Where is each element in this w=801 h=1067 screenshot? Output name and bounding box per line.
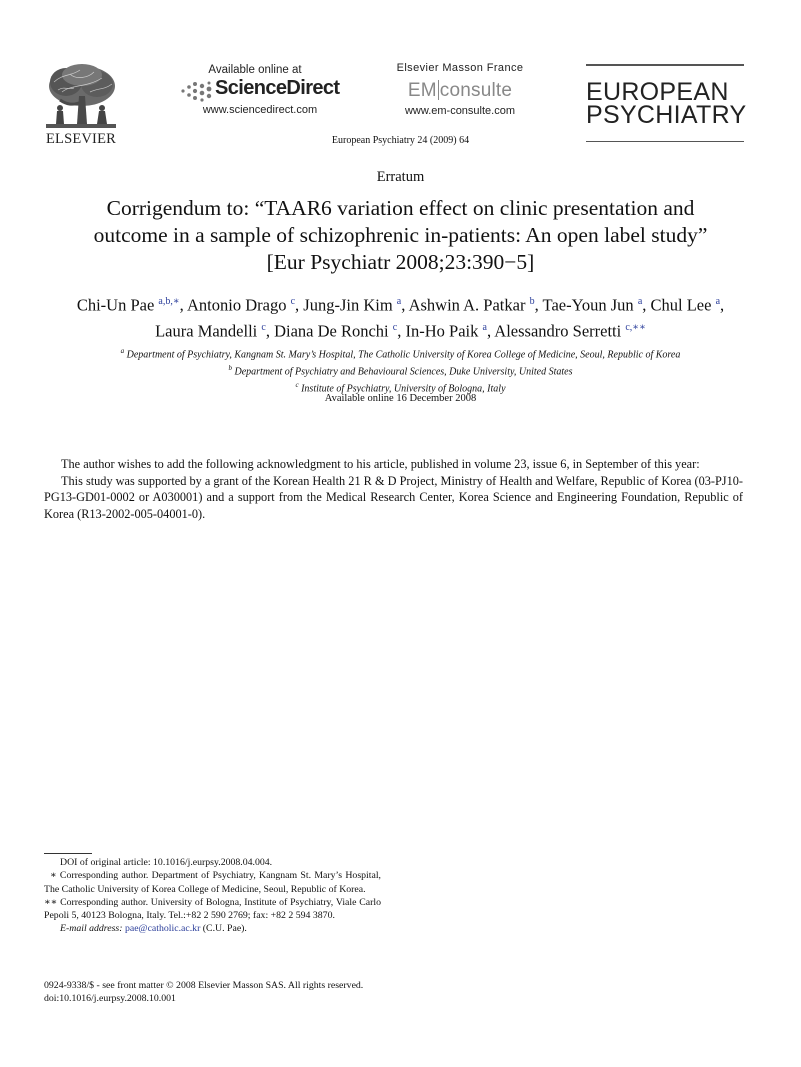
email-suffix: (C.U. Pae).	[202, 923, 247, 935]
em-consulte-logo	[385, 80, 535, 102]
title-line-3: [Eur Psychiatr 2008;23:390−5]	[266, 250, 535, 274]
available-online-date: Available online 16 December 2008	[324, 393, 477, 404]
author-name: Chi-Un Pae	[76, 295, 155, 315]
author-affiliation-marker[interactable]: a	[715, 296, 721, 307]
sciencedirect-name: ScienceDirect	[215, 77, 340, 99]
journal-logo-line1: EUROPEAN	[586, 77, 729, 106]
author-name: Tae-Youn Jun	[542, 295, 634, 315]
body-paragraph: This study was supported by a grant of the Korean Health 21 R & D Project, Ministry of Health and Welfare, Republic of Korea (03-PJ10-PG13-GD01-0002 or A030001) and a support from the Medical Research Center, Korea Science and Engineering Foundation, Republic of Korea (R13-2002-005-04001-0).	[44, 473, 743, 521]
body-paragraph: The author wishes to add the following acknowledgment to his article, published in volume 23, issue 6, in September of this year:	[61, 457, 700, 471]
author-separator: ,	[486, 321, 495, 340]
footnotes	[44, 856, 381, 936]
journal-logo-line2: PSYCHIATRY	[586, 100, 747, 129]
affiliation-text: Institute of Psychiatry, University of Bologna, Italy	[301, 382, 506, 394]
sciencedirect-logo	[175, 77, 340, 103]
logo-bottom-rule	[586, 141, 744, 143]
article-doi[interactable]: doi:10.1016/j.eurpsy.2008.10.001	[44, 993, 176, 1005]
article-title	[40, 195, 761, 276]
author-name: Jung-Jin Kim	[303, 295, 393, 315]
author-separator: ,	[265, 321, 275, 340]
author-separator: ,	[295, 295, 304, 315]
author-line-2	[30, 317, 771, 343]
affiliation-item	[40, 362, 761, 379]
author-affiliation-marker[interactable]: c,∗∗	[625, 321, 646, 333]
author-affiliation-marker[interactable]: c	[261, 321, 266, 333]
author-separator: ,	[534, 295, 543, 315]
author-separator: ,	[179, 295, 187, 315]
author-separator: ,	[397, 321, 406, 340]
issn-copyright: 0924-9338/$ - see front matter © 2008 Elsevier Masson SAS. All rights reserved.	[44, 980, 364, 991]
copyright-block	[44, 979, 363, 1006]
author-affiliation-marker[interactable]: a	[637, 296, 643, 307]
journal-citation-line: European Psychiatry 24 (2009) 64	[331, 135, 470, 146]
em-consulte-url[interactable]: www.em-consulte.com	[404, 105, 516, 117]
author-name: Laura Mandelli	[155, 321, 258, 340]
author-affiliation-marker[interactable]: a	[396, 296, 402, 307]
affiliation-list	[40, 345, 761, 395]
footnote-corresponding-2: ∗∗ Corresponding author. University of Bologna, Institute of Psychiatry, Viale Carlo Pepoli 5, 40123 Bologna, Italy. Tel.:+82 2 590 2769; fax: +82 2 594 3870.	[44, 896, 381, 922]
affiliation-label: b	[228, 363, 232, 372]
author-separator: ,	[720, 295, 725, 315]
article-body	[44, 456, 743, 522]
author-name: Alessandro Serretti	[494, 321, 622, 340]
author-name: Ashwin A. Patkar	[408, 295, 526, 315]
author-name: Diana De Ronchi	[274, 321, 389, 340]
author-separator: ,	[401, 295, 409, 315]
sciencedirect-available-text: Available online at	[208, 64, 302, 76]
author-affiliation-marker[interactable]: a,b,∗	[158, 296, 180, 307]
sciencedirect-block	[175, 64, 340, 116]
elsevier-wordmark: ELSEVIER	[45, 131, 117, 147]
footnote-rule	[44, 853, 92, 854]
em-logo-right: consulte	[439, 80, 513, 101]
sciencedirect-dots-icon	[179, 80, 215, 102]
footnote-email	[44, 922, 381, 935]
author-name: In-Ho Paik	[405, 321, 479, 340]
affiliation-text: Department of Psychiatry, Kangnam St. Mary’s Hospital, The Catholic University of Korea College of Medicine, Seoul, Republic of Korea	[126, 349, 681, 361]
title-line-1: Corrigendum to: “TAAR6 variation effect on clinic presentation and	[106, 196, 695, 220]
affiliation-label: c	[295, 380, 299, 389]
affiliation-label: a	[120, 347, 125, 355]
em-publisher-name: Elsevier Masson France	[396, 62, 524, 74]
author-affiliation-marker[interactable]: c	[290, 296, 296, 307]
article-type: Erratum	[376, 169, 425, 185]
title-line-2: outcome in a sample of schizophrenic in-patients: An open label study”	[93, 223, 708, 247]
page-header	[0, 0, 801, 160]
sciencedirect-url[interactable]: www.sciencedirect.com	[202, 104, 318, 116]
footnote-original-doi: DOI of original article: 10.1016/j.eurpsy.2008.04.004.	[60, 857, 273, 868]
author-name: Chul Lee	[650, 295, 712, 315]
email-link[interactable]: pae@catholic.ac.kr	[124, 923, 201, 935]
european-psychiatry-logo	[586, 64, 747, 142]
author-separator: ,	[642, 295, 651, 315]
affiliation-item	[40, 345, 761, 362]
author-affiliation-marker[interactable]: c	[392, 321, 398, 333]
email-label: E-mail address:	[60, 923, 123, 935]
author-line-1	[30, 291, 771, 317]
em-consulte-block	[385, 62, 535, 117]
author-list	[30, 291, 771, 342]
author-affiliation-marker[interactable]: a	[482, 321, 487, 333]
em-logo-separator	[438, 80, 439, 100]
logo-top-rule	[586, 64, 744, 66]
author-name: Antonio Drago	[187, 295, 287, 315]
em-logo-left: EM	[407, 80, 437, 101]
footnote-corresponding-1: ∗ Corresponding author. Department of Psychiatry, Kangnam St. Mary’s Hospital, The Catholic University of Korea College of Medicine, Seoul, Republic of Korea.	[44, 870, 381, 895]
affiliation-text: Department of Psychiatry and Behavioural Sciences, Duke University, United States	[234, 366, 573, 378]
author-affiliation-marker[interactable]: b	[529, 296, 535, 307]
